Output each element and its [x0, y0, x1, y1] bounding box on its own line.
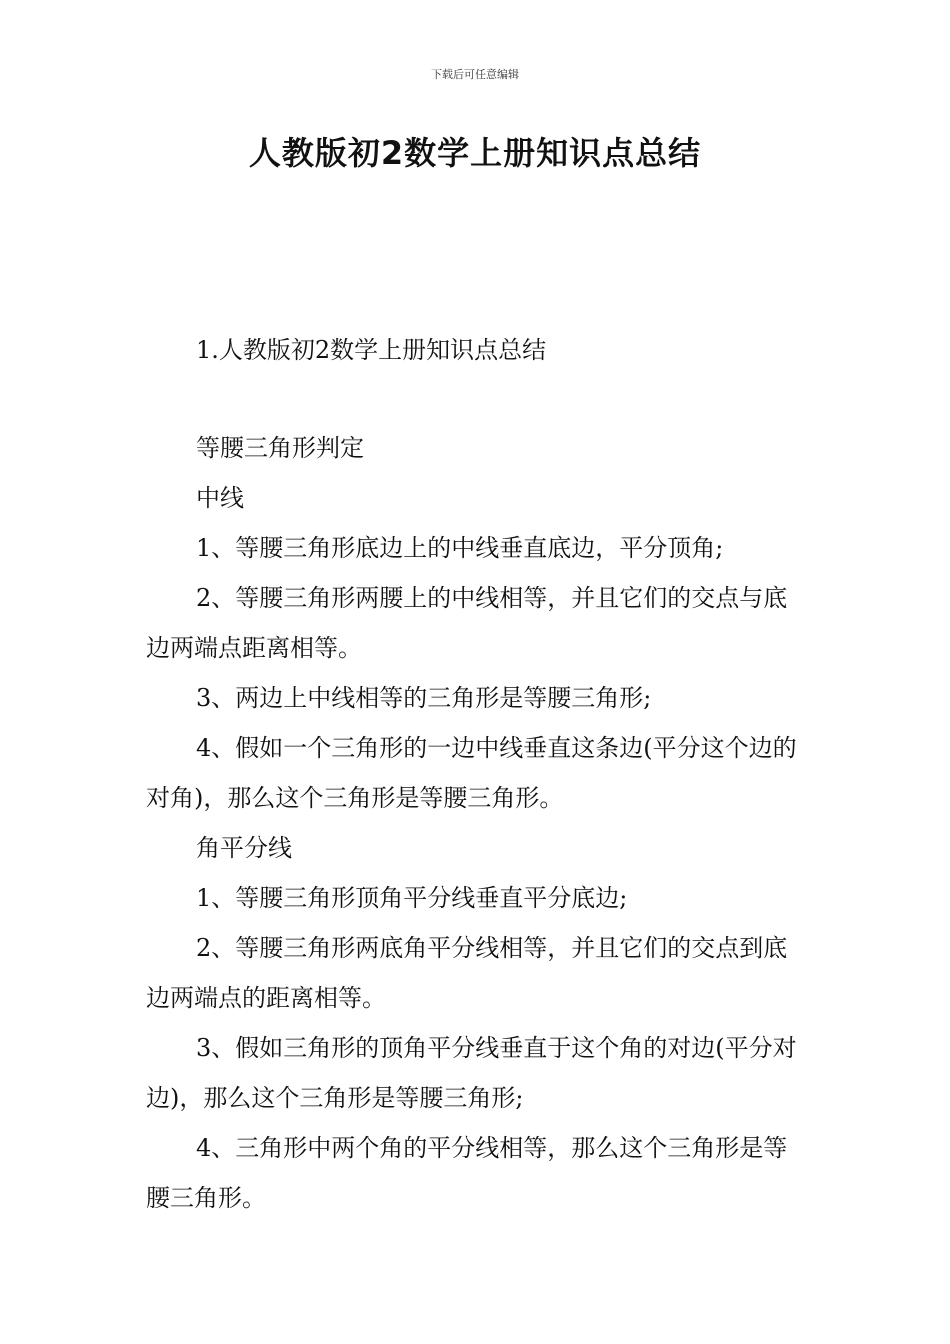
median-item-4: 4、假如一个三角形的一边中线垂直这条边(平分这个边的对角)，那么这个三角形是等腰三角形。 [146, 734, 797, 812]
bisector-item-3: 3、假如三角形的顶角平分线垂直于这个角的对边(平分对边)，那么这个三角形是等腰三角形; [146, 1034, 797, 1112]
bisector-item-2: 2、等腰三角形两底角平分线相等，并且它们的交点到底边两端点的距离相等。 [146, 934, 788, 1012]
subheading-angle-bisector: 角平分线 [196, 834, 292, 862]
median-item-1: 1、等腰三角形底边上的中线垂直底边，平分顶角; [196, 534, 724, 562]
section-heading: 1.人教版初2数学上册知识点总结 [196, 336, 547, 364]
subheading-isosceles-criteria: 等腰三角形判定 [196, 434, 364, 462]
bisector-item-1: 1、等腰三角形顶角平分线垂直平分底边; [196, 884, 628, 912]
header-note: 下载后可任意编辑 [431, 68, 519, 81]
bisector-item-4: 4、三角形中两个角的平分线相等，那么这个三角形是等腰三角形。 [146, 1134, 788, 1212]
document-title: 人教版初2数学上册知识点总结 [248, 134, 702, 172]
median-item-3: 3、两边上中线相等的三角形是等腰三角形; [196, 684, 652, 712]
median-item-2: 2、等腰三角形两腰上的中线相等，并且它们的交点与底边两端点距离相等。 [146, 584, 788, 662]
subheading-median: 中线 [196, 484, 244, 512]
